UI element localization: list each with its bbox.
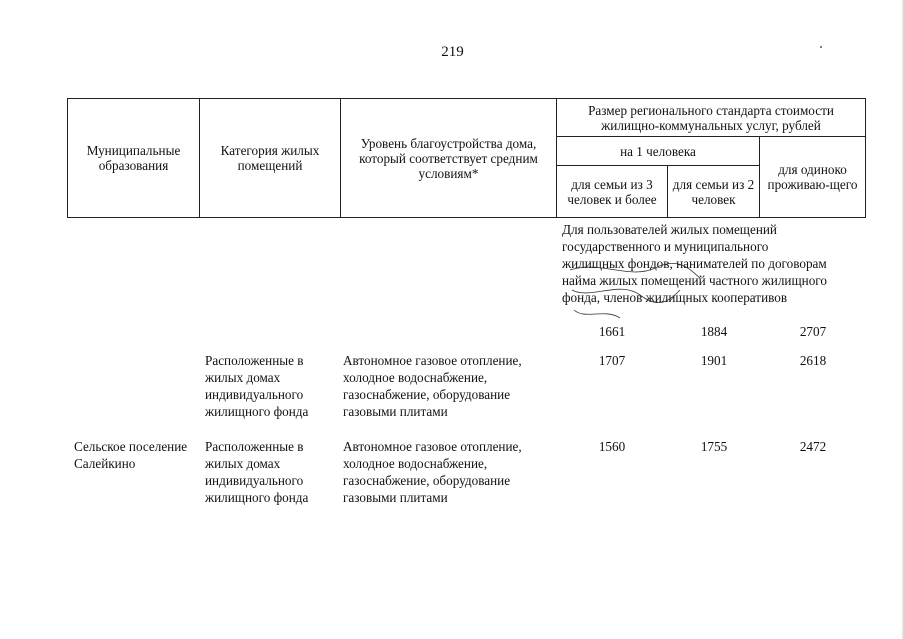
header-family-3: для семьи из 3 человек и более [557, 166, 668, 218]
row3-category: Расположенные в жилых домах индивидуального жилищного фонда [205, 439, 309, 505]
header-per-person: на 1 человека [557, 137, 760, 166]
row1-single-value: 2707 [799, 324, 827, 339]
row1-family2-value: 1884 [700, 324, 728, 339]
row3-municipal: Сельское поселение Салейкино [74, 439, 188, 471]
header-single: для одиноко проживаю-щего [760, 137, 866, 218]
page-number: 219 [441, 44, 464, 60]
row2-level: Автономное газовое отопление, холодное водоснабжение, газоснабжение, оборудование газовыми плитами [343, 353, 522, 419]
row3-level: Автономное газовое отопление, холодное водоснабжение, газоснабжение, оборудование газовыми плитами [343, 439, 522, 505]
header-table [67, 98, 866, 218]
row2-category: Расположенные в жилых домах индивидуального жилищного фонда [205, 353, 309, 419]
row3-family2-value: 1755 [700, 439, 728, 454]
row1-family3-value: 1661 [598, 324, 626, 339]
row3-single-value: 2472 [799, 439, 827, 454]
header-level: Уровень благоустройства дома, который соответствует средним условиям* [341, 99, 557, 218]
header-standard: Размер регионального стандарта стоимости жилищно-коммунальных услуг, рублей [557, 99, 866, 137]
row2-family3-value: 1707 [598, 353, 626, 368]
header-municipal: Муниципальные образования [68, 99, 200, 218]
note-text: Для пользователей жилых помещений государственного и муниципального жилищных фондов, нанимателей по договорам найма жилых помещений частного жилищного фонда, членов жилищных кооперативов [562, 222, 827, 305]
row2-single-value: 2618 [799, 353, 827, 368]
header-family-2: для семьи из 2 человек [668, 166, 760, 218]
row2-family2-value: 1901 [700, 353, 728, 368]
row3-family3-value: 1560 [598, 439, 626, 454]
header-category: Категория жилых помещений [200, 99, 341, 218]
scan-artifact [820, 46, 822, 48]
